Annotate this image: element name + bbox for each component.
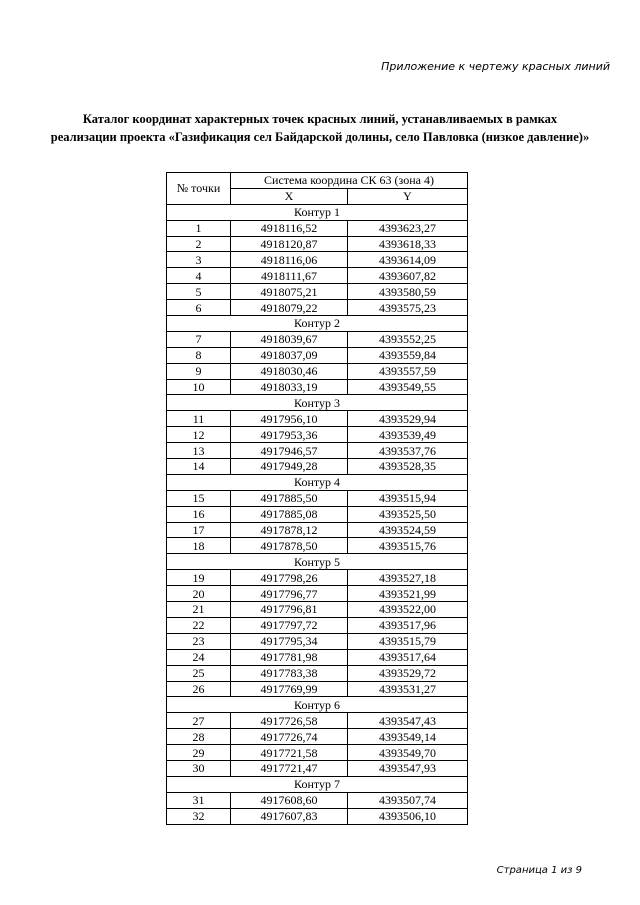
x-coordinate-cell: 4917607,83 <box>231 808 348 824</box>
point-number-cell: 11 <box>167 411 231 427</box>
x-coordinate-cell: 4917878,12 <box>231 522 348 538</box>
point-number-cell: 15 <box>167 490 231 506</box>
y-coordinate-cell: 4393515,76 <box>348 538 468 554</box>
point-number-cell: 10 <box>167 379 231 395</box>
y-coordinate-cell: 4393517,64 <box>348 649 468 665</box>
x-coordinate-cell: 4917783,38 <box>231 665 348 681</box>
x-coordinate-cell: 4917956,10 <box>231 411 348 427</box>
x-coordinate-cell: 4917949,28 <box>231 459 348 475</box>
point-number-cell: 8 <box>167 347 231 363</box>
point-number-cell: 23 <box>167 633 231 649</box>
point-number-cell: 16 <box>167 506 231 522</box>
point-number-cell: 3 <box>167 252 231 268</box>
y-coordinate-cell: 4393527,18 <box>348 570 468 586</box>
x-coordinate-cell: 4917726,74 <box>231 729 348 745</box>
x-coordinate-cell: 4917878,50 <box>231 538 348 554</box>
table-row <box>167 617 468 633</box>
point-number-cell: 25 <box>167 665 231 681</box>
coordinates-table <box>166 172 468 825</box>
point-number-cell: 1 <box>167 220 231 236</box>
point-number-cell: 22 <box>167 617 231 633</box>
x-coordinate-cell: 4917721,47 <box>231 760 348 776</box>
point-number-cell: 26 <box>167 681 231 697</box>
table-row <box>167 570 468 586</box>
document-title: Каталог координат характерных точек красных линий, устанавливаемых в рамках реализации проекта «Газификация сел Байдарской долины, село Павловка (низкое давление)» <box>50 112 590 144</box>
table-row <box>167 522 468 538</box>
point-number-cell: 20 <box>167 586 231 602</box>
x-coordinate-cell: 4918039,67 <box>231 331 348 347</box>
annex-caption: Приложение к чертежу красных линий <box>381 60 610 73</box>
table-row <box>167 236 468 252</box>
x-coordinate-cell: 4918120,87 <box>231 236 348 252</box>
header-coordinate-system: Система координа СК 63 (зона 4) <box>231 173 468 189</box>
y-coordinate-cell: 4393580,59 <box>348 284 468 300</box>
table-row <box>167 379 468 395</box>
x-coordinate-cell: 4917608,60 <box>231 792 348 808</box>
contour-row <box>167 554 468 570</box>
y-coordinate-cell: 4393515,94 <box>348 490 468 506</box>
point-number-cell: 30 <box>167 760 231 776</box>
x-coordinate-cell: 4918116,06 <box>231 252 348 268</box>
point-number-cell: 9 <box>167 363 231 379</box>
y-coordinate-cell: 4393537,76 <box>348 443 468 459</box>
x-coordinate-cell: 4917885,08 <box>231 506 348 522</box>
table-row <box>167 490 468 506</box>
header-x: X <box>231 188 348 204</box>
y-coordinate-cell: 4393557,59 <box>348 363 468 379</box>
y-coordinate-cell: 4393547,93 <box>348 760 468 776</box>
point-number-cell: 17 <box>167 522 231 538</box>
table-row <box>167 713 468 729</box>
x-coordinate-cell: 4917946,57 <box>231 443 348 459</box>
x-coordinate-cell: 4917796,81 <box>231 602 348 618</box>
point-number-cell: 14 <box>167 459 231 475</box>
point-number-cell: 2 <box>167 236 231 252</box>
contour-label: Контур 1 <box>167 204 468 220</box>
y-coordinate-cell: 4393547,43 <box>348 713 468 729</box>
y-coordinate-cell: 4393531,27 <box>348 681 468 697</box>
x-coordinate-cell: 4917796,77 <box>231 586 348 602</box>
table-row <box>167 760 468 776</box>
contour-row <box>167 395 468 411</box>
y-coordinate-cell: 4393517,96 <box>348 617 468 633</box>
x-coordinate-cell: 4917953,36 <box>231 427 348 443</box>
y-coordinate-cell: 4393539,49 <box>348 427 468 443</box>
table-row <box>167 300 468 316</box>
table-row <box>167 331 468 347</box>
header-y: Y <box>348 188 468 204</box>
table-row <box>167 649 468 665</box>
header-point-number: № точки <box>167 173 231 205</box>
y-coordinate-cell: 4393528,35 <box>348 459 468 475</box>
y-coordinate-cell: 4393515,79 <box>348 633 468 649</box>
table-row <box>167 268 468 284</box>
contour-label: Контур 2 <box>167 316 468 332</box>
y-coordinate-cell: 4393549,14 <box>348 729 468 745</box>
table-row <box>167 633 468 649</box>
contour-row <box>167 204 468 220</box>
table-row <box>167 220 468 236</box>
x-coordinate-cell: 4917781,98 <box>231 649 348 665</box>
point-number-cell: 27 <box>167 713 231 729</box>
x-coordinate-cell: 4917885,50 <box>231 490 348 506</box>
contour-label: Контур 6 <box>167 697 468 713</box>
y-coordinate-cell: 4393618,33 <box>348 236 468 252</box>
x-coordinate-cell: 4917769,99 <box>231 681 348 697</box>
point-number-cell: 4 <box>167 268 231 284</box>
point-number-cell: 5 <box>167 284 231 300</box>
point-number-cell: 13 <box>167 443 231 459</box>
contour-row <box>167 316 468 332</box>
point-number-cell: 18 <box>167 538 231 554</box>
table-row <box>167 506 468 522</box>
table-body <box>167 204 468 824</box>
x-coordinate-cell: 4918075,21 <box>231 284 348 300</box>
y-coordinate-cell: 4393506,10 <box>348 808 468 824</box>
point-number-cell: 28 <box>167 729 231 745</box>
point-number-cell: 21 <box>167 602 231 618</box>
y-coordinate-cell: 4393549,55 <box>348 379 468 395</box>
table-row <box>167 459 468 475</box>
contour-label: Контур 4 <box>167 474 468 490</box>
x-coordinate-cell: 4918037,09 <box>231 347 348 363</box>
point-number-cell: 31 <box>167 792 231 808</box>
table-row <box>167 284 468 300</box>
contour-row <box>167 776 468 792</box>
y-coordinate-cell: 4393559,84 <box>348 347 468 363</box>
y-coordinate-cell: 4393575,23 <box>348 300 468 316</box>
page-number: Страница 1 из 9 <box>496 865 582 876</box>
y-coordinate-cell: 4393614,09 <box>348 252 468 268</box>
y-coordinate-cell: 4393552,25 <box>348 331 468 347</box>
contour-row <box>167 474 468 490</box>
point-number-cell: 24 <box>167 649 231 665</box>
table-row <box>167 586 468 602</box>
table-row <box>167 808 468 824</box>
x-coordinate-cell: 4917798,26 <box>231 570 348 586</box>
x-coordinate-cell: 4917795,34 <box>231 633 348 649</box>
table-row <box>167 411 468 427</box>
table-row <box>167 363 468 379</box>
contour-label: Контур 7 <box>167 776 468 792</box>
y-coordinate-cell: 4393529,94 <box>348 411 468 427</box>
table-row <box>167 792 468 808</box>
x-coordinate-cell: 4917797,72 <box>231 617 348 633</box>
table-row <box>167 665 468 681</box>
point-number-cell: 12 <box>167 427 231 443</box>
table-row <box>167 602 468 618</box>
x-coordinate-cell: 4918079,22 <box>231 300 348 316</box>
y-coordinate-cell: 4393549,70 <box>348 745 468 761</box>
point-number-cell: 29 <box>167 745 231 761</box>
x-coordinate-cell: 4918033,19 <box>231 379 348 395</box>
x-coordinate-cell: 4918116,52 <box>231 220 348 236</box>
table-row <box>167 681 468 697</box>
table-row <box>167 427 468 443</box>
table-row <box>167 538 468 554</box>
x-coordinate-cell: 4918111,67 <box>231 268 348 284</box>
table-row <box>167 252 468 268</box>
y-coordinate-cell: 4393524,59 <box>348 522 468 538</box>
y-coordinate-cell: 4393623,27 <box>348 220 468 236</box>
point-number-cell: 7 <box>167 331 231 347</box>
contour-label: Контур 5 <box>167 554 468 570</box>
table-row <box>167 729 468 745</box>
y-coordinate-cell: 4393521,99 <box>348 586 468 602</box>
point-number-cell: 19 <box>167 570 231 586</box>
point-number-cell: 6 <box>167 300 231 316</box>
x-coordinate-cell: 4917726,58 <box>231 713 348 729</box>
x-coordinate-cell: 4918030,46 <box>231 363 348 379</box>
point-number-cell: 32 <box>167 808 231 824</box>
y-coordinate-cell: 4393507,74 <box>348 792 468 808</box>
y-coordinate-cell: 4393607,82 <box>348 268 468 284</box>
y-coordinate-cell: 4393529,72 <box>348 665 468 681</box>
table-row <box>167 347 468 363</box>
y-coordinate-cell: 4393525,50 <box>348 506 468 522</box>
table-row <box>167 745 468 761</box>
x-coordinate-cell: 4917721,58 <box>231 745 348 761</box>
y-coordinate-cell: 4393522,00 <box>348 602 468 618</box>
table-row <box>167 443 468 459</box>
contour-row <box>167 697 468 713</box>
contour-label: Контур 3 <box>167 395 468 411</box>
